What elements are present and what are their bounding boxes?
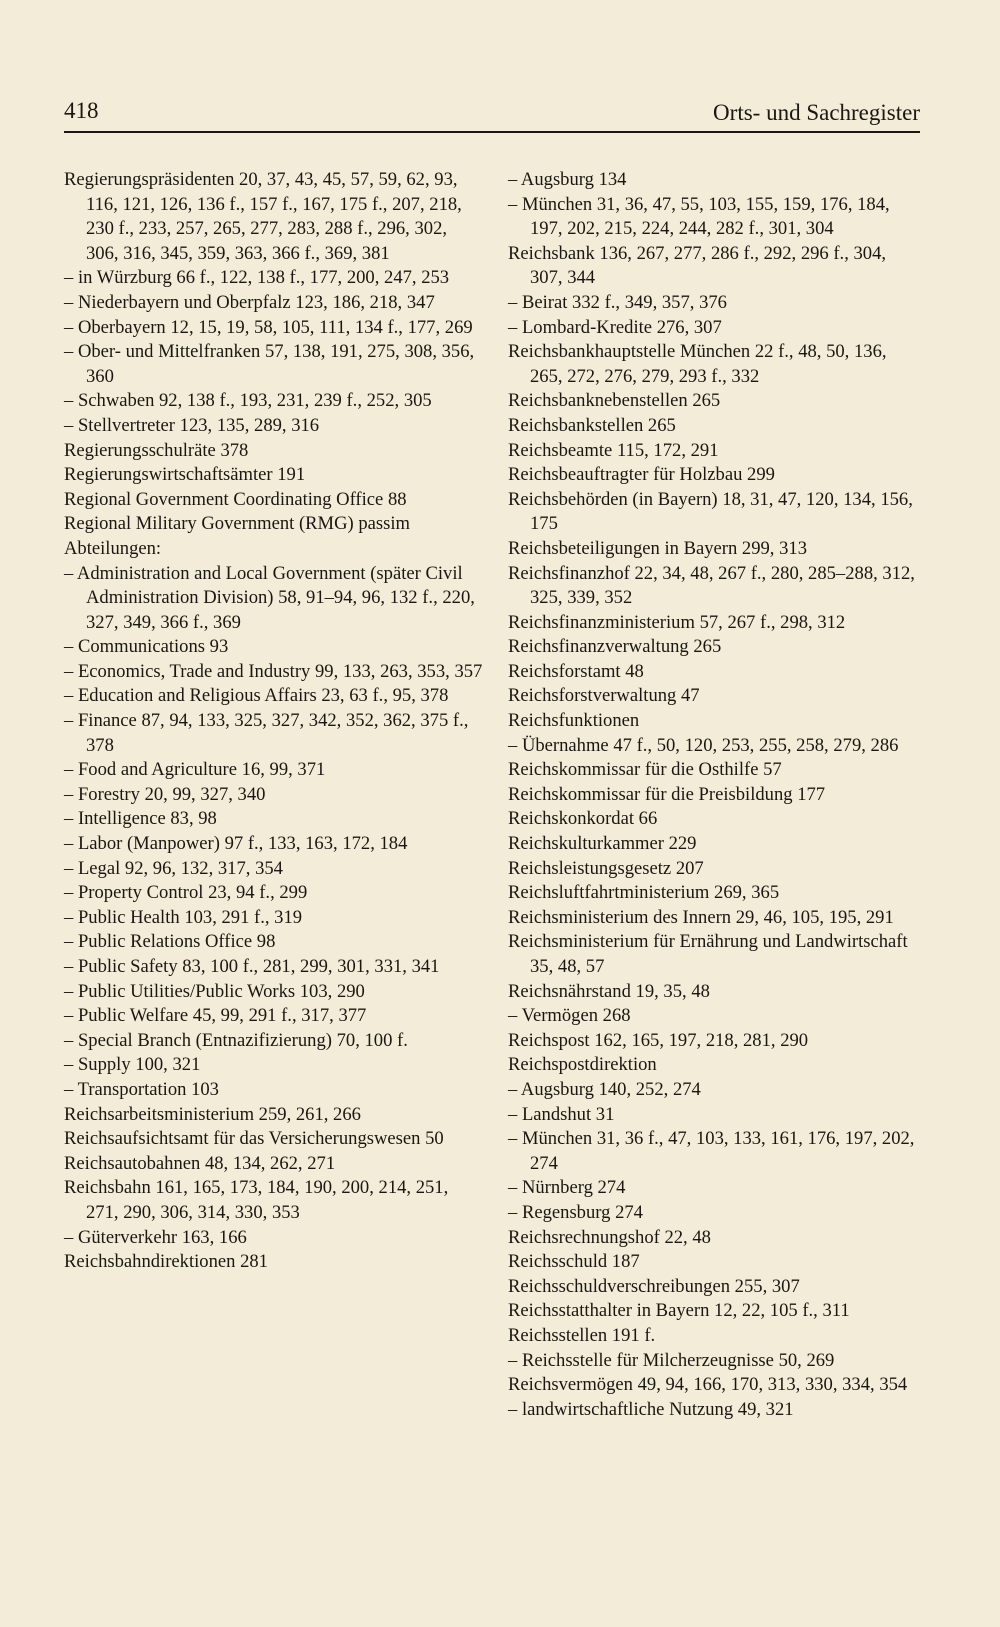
index-entry: – Labor (Manpower) 97 f., 133, 163, 172, 184	[64, 833, 408, 855]
index-entry: Reichsbeamte 115, 172, 291	[508, 439, 719, 461]
index-entry: Reichsforstamt 48	[508, 660, 644, 682]
index-entry: Reichsfinanzverwaltung 265	[508, 636, 722, 658]
index-entry: Reichsfunktionen	[508, 710, 640, 732]
index-entry: – München 31, 36 f., 47, 103, 133, 161, 176, 197, 202, 274	[508, 1128, 915, 1174]
index-entry: – Public Relations Office 98	[64, 931, 276, 953]
index-entry: – Finance 87, 94, 133, 325, 327, 342, 352, 362, 375 f., 378	[64, 710, 469, 756]
index-entry: Reichsbahndirektionen 281	[64, 1251, 268, 1273]
index-entry: – Public Safety 83, 100 f., 281, 299, 301, 331, 341	[64, 956, 440, 977]
index-entry: Reichsfinanzhof 22, 34, 48, 267 f., 280, 285–288, 312, 325, 339, 352	[508, 562, 915, 609]
index-entry: Regional Military Government (RMG) passim	[64, 513, 410, 535]
index-entry: – Ober- und Mittelfranken 57, 138, 191, 275, 308, 356, 360	[64, 341, 475, 387]
index-entry: Reichsbankhauptstelle München 22 f., 48, 50, 136, 265, 272, 276, 279, 293 f., 332	[508, 341, 887, 387]
index-entry: – Intelligence 83, 98	[64, 808, 217, 830]
index-entry: – in Würzburg 66 f., 122, 138 f., 177, 200, 247, 253	[64, 267, 450, 289]
index-entry: – Augsburg 134	[508, 169, 627, 190]
index-entry: – Landshut 31	[508, 1103, 615, 1125]
index-entry: Reichsvermögen 49, 94, 166, 170, 313, 330, 334, 354	[508, 1374, 908, 1396]
index-entry: Reichsbahn 161, 165, 173, 184, 190, 200, 214, 251, 271, 290, 306, 314, 330, 353	[64, 1177, 449, 1223]
index-entry: – Schwaben 92, 138 f., 193, 231, 239 f., 252, 305	[64, 390, 432, 412]
running-head: Orts- und Sachregister	[713, 100, 920, 125]
index-entry: Reichsaufsichtsamt für das Versicherungswesen 50	[64, 1128, 444, 1150]
index-entry: – Oberbayern 12, 15, 19, 58, 105, 111, 134 f., 177, 269	[64, 316, 473, 338]
index-entry: Reichsbanknebenstellen 265	[508, 390, 721, 412]
index-entry: Reichsschuldverschreibungen 255, 307	[508, 1275, 800, 1297]
index-entry: – Übernahme 47 f., 50, 120, 253, 255, 258, 279, 286	[508, 734, 899, 756]
index-entry: Reichsministerium für Ernährung und Landwirtschaft 35, 48, 57	[508, 931, 908, 977]
index-entry: Reichskulturkammer 229	[508, 833, 697, 855]
index-entry: Reichsbank 136, 267, 277, 286 f., 292, 296 f., 304, 307, 344	[508, 242, 887, 289]
index-entry: – Lombard-Kredite 276, 307	[508, 316, 722, 338]
index-entry: – Forestry 20, 99, 327, 340	[64, 783, 266, 805]
index-entry: – Stellvertreter 123, 135, 289, 316	[64, 414, 320, 436]
index-entry: Reichsbeteiligungen in Bayern 299, 313	[508, 537, 807, 559]
index-entry: Reichsforstverwaltung 47	[508, 685, 700, 707]
index-entry: Reichskommissar für die Preisbildung 177	[508, 783, 826, 805]
index-entry: Reichsbeauftragter für Holzbau 299	[508, 464, 775, 486]
index-entry: – Economics, Trade and Industry 99, 133, 263, 353, 357	[64, 660, 483, 682]
index-entry: Reichsfinanzministerium 57, 267 f., 298, 312	[508, 611, 846, 633]
index-entry: Reichsbankstellen 265	[508, 414, 676, 436]
index-entry: Regierungsschulräte 378	[64, 439, 249, 461]
index-entry: Reichsrechnungshof 22, 48	[508, 1226, 711, 1248]
index-entry: Reichsstellen 191 f.	[508, 1324, 656, 1346]
index-entry: – Vermögen 268	[508, 1005, 631, 1027]
page-number: 418	[64, 98, 99, 123]
index-entry: – Public Utilities/Public Works 103, 290	[64, 980, 365, 1002]
index-entry: Reichsbehörden (in Bayern) 18, 31, 47, 120, 134, 156, 175	[508, 488, 913, 535]
index-entry: Reichskonkordat 66	[508, 808, 658, 830]
index-entry: Reichsministerium des Innern 29, 46, 105, 195, 291	[508, 906, 894, 928]
index-entry: Reichsleistungsgesetz 207	[508, 857, 704, 879]
index-entry: – Public Welfare 45, 99, 291 f., 317, 377	[64, 1005, 367, 1027]
index-entry: Reichsautobahnen 48, 134, 262, 271	[64, 1152, 336, 1174]
index-entry: – Special Branch (Entnazifizierung) 70, 100 f.	[64, 1029, 408, 1051]
index-entry: Reichsschuld 187	[508, 1251, 640, 1273]
index-entry: – Communications 93	[64, 636, 229, 658]
index-entry: – landwirtschaftliche Nutzung 49, 321	[508, 1398, 794, 1420]
index-entry: – Reichsstelle für Milcherzeugnisse 50, 269	[508, 1349, 835, 1371]
index-entry: – Transportation 103	[64, 1078, 219, 1100]
index-column-right	[508, 168, 918, 1422]
index-entry: Reichspostdirektion	[508, 1054, 657, 1076]
index-entry: – Güterverkehr 163, 166	[64, 1226, 247, 1248]
index-entry: – Legal 92, 96, 132, 317, 354	[64, 857, 283, 879]
index-entry: Reichsluftfahrtministerium 269, 365	[508, 882, 780, 904]
index-entry: – Food and Agriculture 16, 99, 371	[64, 759, 326, 781]
index-entry: – Beirat 332 f., 349, 357, 376	[508, 291, 727, 313]
index-entry: – Nürnberg 274	[508, 1177, 626, 1199]
index-entry: Regierungspräsidenten 20, 37, 43, 45, 57, 59, 62, 93, 116, 121, 126, 136 f., 157 f., 167, 175 f., 207, 218, 230 f., 233, 257, 265, 277, 283, 288 f., 296, 302, 306, 316, 345, 359, 363, 366 f., 369, 381	[64, 169, 462, 264]
index-entry: – Regensburg 274	[508, 1201, 643, 1223]
index-entry: Reichsstatthalter in Bayern 12, 22, 105 f., 311	[508, 1300, 850, 1322]
index-entry: – Education and Religious Affairs 23, 63 f., 95, 378	[64, 685, 449, 707]
index-entry: Regional Government Coordinating Office 88	[64, 488, 407, 510]
index-entry: Regierungswirtschaftsämter 191	[64, 464, 306, 486]
header-rule	[64, 131, 920, 133]
index-entry: – Niederbayern und Oberpfalz 123, 186, 218, 347	[64, 291, 435, 313]
index-entry: Abteilungen:	[64, 537, 162, 559]
index-entry: – Supply 100, 321	[64, 1054, 201, 1076]
index-column-left	[64, 168, 484, 1275]
index-entry: Reichspost 162, 165, 197, 218, 281, 290	[508, 1029, 809, 1051]
index-entry: – Property Control 23, 94 f., 299	[64, 882, 308, 904]
index-entry: – Public Health 103, 291 f., 319	[64, 906, 303, 928]
index-entry: – Administration and Local Government (später Civil Administration Division) 58, 91–94, 96, 132 f., 220, 327, 349, 366 f., 369	[64, 562, 475, 633]
index-entry: – München 31, 36, 47, 55, 103, 155, 159, 176, 184, 197, 202, 215, 224, 244, 282 f., 301, 304	[508, 193, 890, 240]
index-entry: – Augsburg 140, 252, 274	[508, 1078, 701, 1100]
index-entry: Reichsnährstand 19, 35, 48	[508, 980, 710, 1002]
index-entry: Reichsarbeitsministerium 259, 261, 266	[64, 1103, 361, 1125]
index-entry: Reichskommissar für die Osthilfe 57	[508, 759, 782, 781]
